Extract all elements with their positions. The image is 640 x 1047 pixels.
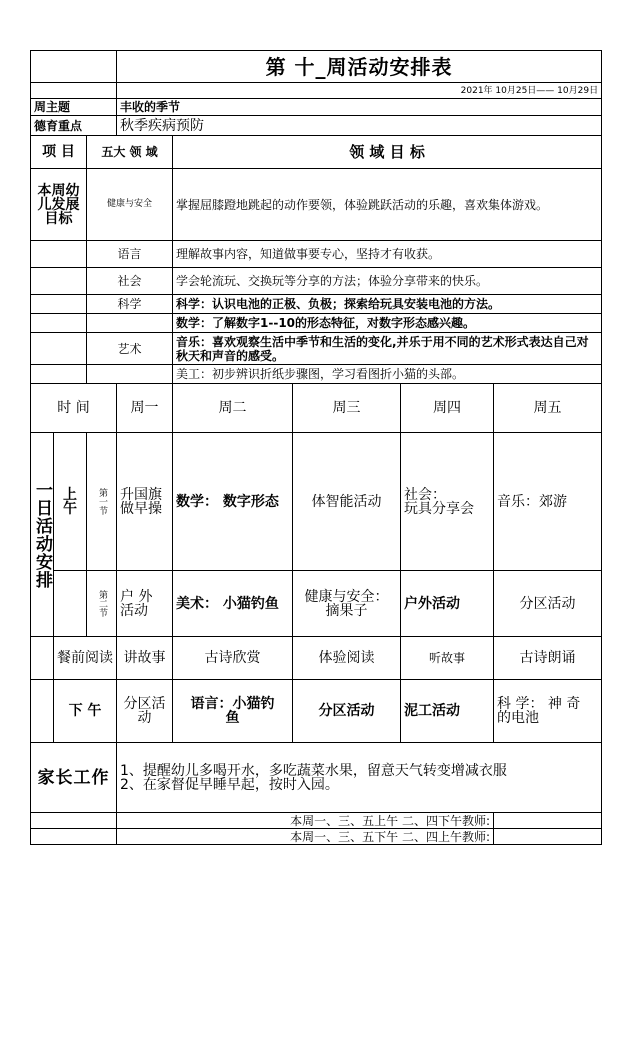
goal-domain: 艺术 bbox=[87, 333, 173, 365]
item-header: 项 目 bbox=[31, 136, 87, 169]
activity-cell: 古诗朗诵 bbox=[494, 637, 602, 680]
day-header: 周二 bbox=[173, 384, 293, 433]
goal-header: 领 域 目 标 bbox=[173, 136, 602, 169]
activity-cell: 古诗欣赏 bbox=[173, 637, 293, 680]
page-title: 第 十_周活动安排表 bbox=[117, 51, 602, 83]
moral-value: 秋季疾病预防 bbox=[117, 116, 602, 136]
afternoon-label: 下 午 bbox=[54, 680, 117, 743]
goal-text: 美工：初步辨识折纸步骤图，学习看图折小猫的头部。 bbox=[173, 365, 602, 384]
goal-domain: 科学 bbox=[87, 295, 173, 314]
activity-cell: 数学： 数字形态 bbox=[173, 433, 293, 571]
activity-cell: 语言：小猫钓 鱼 bbox=[173, 680, 293, 743]
activity-cell: 分区活动 bbox=[293, 680, 401, 743]
activity-cell: 分区活 动 bbox=[117, 680, 173, 743]
goal-domain: 语言 bbox=[87, 241, 173, 268]
parent-label: 家长工作 bbox=[31, 743, 117, 813]
activity-cell: 听故事 bbox=[401, 637, 494, 680]
activity-cell: 体智能活动 bbox=[293, 433, 401, 571]
goal-domain: 社会 bbox=[87, 268, 173, 295]
activity-cell: 泥工活动 bbox=[401, 680, 494, 743]
activity-cell: 科 学： 神 奇 的电池 bbox=[494, 680, 602, 743]
goal-text: 科学：认识电池的正极、负极；探索给玩具安装电池的方法。 bbox=[173, 295, 602, 314]
activity-cell: 户外活动 bbox=[401, 571, 494, 637]
goal-text: 学会轮流玩、交换玩等分享的方法；体验分享带来的快乐。 bbox=[173, 268, 602, 295]
morning-label: 上午 bbox=[54, 433, 87, 571]
domain-header: 五大 领 域 bbox=[87, 136, 173, 169]
moral-label: 德育重点 bbox=[31, 116, 117, 136]
goal-text: 理解故事内容，知道做事要专心，坚持才有收获。 bbox=[173, 241, 602, 268]
activity-cell: 美术： 小猫钓鱼 bbox=[173, 571, 293, 637]
activity-cell: 健康与安全： 摘果子 bbox=[293, 571, 401, 637]
weekly-schedule-table bbox=[30, 50, 602, 845]
theme-value: 丰收的季节 bbox=[117, 99, 602, 116]
day-header: 周四 bbox=[401, 384, 494, 433]
goal-domain bbox=[87, 365, 173, 384]
activity-cell: 社会： 玩具分享会 bbox=[401, 433, 494, 571]
theme-label: 周主题 bbox=[31, 99, 117, 116]
teacher-line-2: 本周一、三、五下午 二、四上午教师: bbox=[117, 829, 494, 845]
goal-text: 掌握屈膝蹬地跳起的动作要领，体验跳跃活动的乐趣，喜欢集体游戏。 bbox=[173, 169, 602, 241]
goals-label: 本周幼儿发展目标 bbox=[31, 169, 87, 241]
goal-domain: 健康与安全 bbox=[87, 169, 173, 241]
daily-label: 一日活动安排 bbox=[32, 480, 52, 589]
reading-label: 餐前阅读 bbox=[54, 637, 117, 680]
goal-text: 音乐：喜欢观察生活中季节和生活的变化,并乐于用不同的艺术形式表达自己对秋天和声音的感受。 bbox=[173, 333, 602, 365]
activity-cell: 讲故事 bbox=[117, 637, 173, 680]
time-header: 时 间 bbox=[31, 384, 117, 433]
date-range: 2021年 10月25日—— 10月29日 bbox=[117, 83, 602, 99]
teacher-line-1: 本周一、三、五上午 二、四下午教师: bbox=[117, 813, 494, 829]
activity-cell: 户 外 活动 bbox=[117, 571, 173, 637]
day-header: 周一 bbox=[117, 384, 173, 433]
activity-cell: 分区活动 bbox=[494, 571, 602, 637]
parent-line: 1、提醒幼儿多喝开水，多吃蔬菜水果，留意天气转变增减衣服 bbox=[120, 762, 507, 779]
goal-text: 数学：了解数字1--10的形态特征，对数字形态感兴趣。 bbox=[173, 314, 602, 333]
period2-label: 第二节 bbox=[97, 590, 107, 617]
activity-cell: 体验阅读 bbox=[293, 637, 401, 680]
goal-domain bbox=[87, 314, 173, 333]
parent-line: 2、在家督促早睡早起，按时入园。 bbox=[120, 776, 339, 793]
day-header: 周五 bbox=[494, 384, 602, 433]
activity-cell: 升国旗做早操 bbox=[117, 433, 173, 571]
activity-cell: 音乐：郊游 bbox=[494, 433, 602, 571]
period1-label: 第一节 bbox=[97, 488, 107, 515]
day-header: 周三 bbox=[293, 384, 401, 433]
